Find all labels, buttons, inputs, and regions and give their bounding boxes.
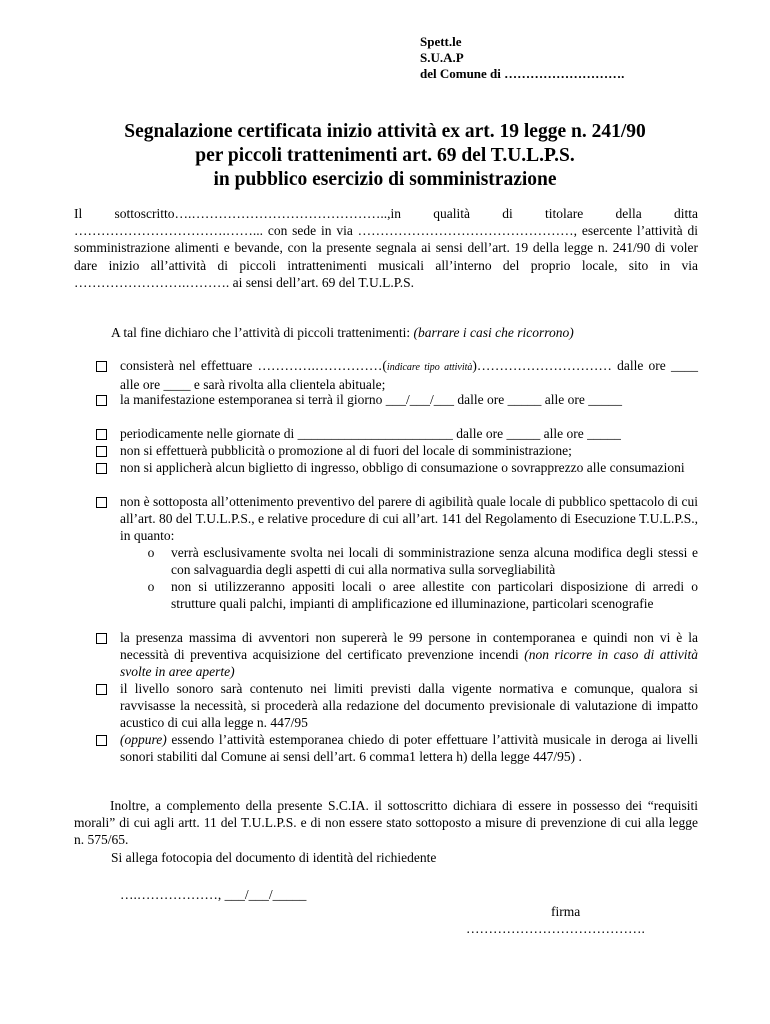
signature-line[interactable]: …………………………………. bbox=[466, 921, 645, 936]
date-place-field[interactable]: ….………………, ___/___/_____ bbox=[120, 887, 307, 902]
sub-bullet-item bbox=[145, 579, 698, 613]
circle-bullet-icon: o bbox=[147, 579, 155, 594]
declaration-text bbox=[120, 358, 698, 394]
item-text: )………………………… dalle ore ____ alle ore ____ e sarà rivolta alla clientela abituale; bbox=[120, 358, 698, 392]
item-text: consisterà nel effettuare ………….……………( bbox=[120, 358, 387, 373]
checkbox-icon[interactable] bbox=[96, 361, 107, 372]
circle-bullet-icon: o bbox=[147, 545, 155, 560]
recipient-line: Spett.le bbox=[420, 34, 462, 49]
sub-bullet-item bbox=[145, 545, 698, 579]
purpose-line bbox=[111, 324, 711, 341]
checkbox-icon[interactable] bbox=[96, 429, 107, 440]
recipient-line: S.U.A.P bbox=[420, 50, 464, 65]
recipient-line: del Comune di ………………………. bbox=[420, 66, 625, 81]
recipient-address bbox=[420, 34, 624, 82]
checkbox-icon[interactable] bbox=[96, 463, 107, 474]
attachment-note: Si allega fotocopia del documento di identità del richiedente bbox=[111, 850, 437, 865]
declaration-item bbox=[96, 460, 698, 477]
document-title bbox=[60, 120, 710, 192]
closing-text: Inoltre, a complemento della presente S.C.IA. il sottoscritto dichiara di essere in possesso dei “requisiti morali” di cui agli artt. 11 del T.U.L.P.S. e di non essere stato sottoposto a misure di prevenzione di cui alla legge n. 575/65. bbox=[74, 798, 698, 848]
sub-bullet-text: verrà esclusivamente svolta nei locali di somministrazione senza alcuna modifica degli stessi e con salvaguardia degli aspetti di cui alla normativa sulla sorvegliabilità bbox=[171, 545, 698, 577]
closing-paragraph bbox=[74, 797, 698, 849]
item-hint: indicare tipo attività bbox=[386, 362, 473, 373]
checkbox-icon[interactable] bbox=[96, 497, 107, 508]
declaration-item bbox=[96, 358, 698, 394]
sub-bullet-text: non si utilizzeranno appositi locali o aree allestite con particolari disposizione di arredi o strutture quali palchi, impianti di amplificazione ed illuminazione, particolari scenografie bbox=[171, 579, 698, 611]
checkbox-icon[interactable] bbox=[96, 684, 107, 695]
checkbox-icon[interactable] bbox=[96, 735, 107, 746]
declaration-item bbox=[96, 392, 698, 409]
declaration-item bbox=[96, 494, 698, 544]
declaration-text bbox=[120, 732, 698, 766]
declaration-text: la manifestazione estemporanea si terrà il giorno ___/___/___ dalle ore _____ alle ore _____ bbox=[120, 392, 622, 407]
declaration-text: non si applicherà alcun biglietto di ingresso, obbligo di consumazione o sovrapprezzo alle consumazioni bbox=[120, 460, 685, 475]
declaration-text: il livello sonoro sarà contenuto nei limiti previsti dalla vigente normativa e comunque, qualora si ravvisasse la necessità, si procederà alla redazione del documento previsionale di valutazione di impatto acustico di cui alla legge n. 447/95 bbox=[120, 681, 698, 730]
signature-label: firma bbox=[551, 904, 581, 919]
item-note: (non ricorre in caso di attività svolte in aree aperte) bbox=[120, 646, 699, 679]
item-text: la presenza massima di avventori non supererà le 99 persone in contemporanea e quindi non vi è la necessità di preventiva acquisizione del certificato prevenzione incendi bbox=[120, 630, 698, 662]
declaration-text bbox=[120, 630, 698, 680]
declaration-text: periodicamente nelle giornate di _______________________ dalle ore _____ alle ore _____ bbox=[120, 426, 621, 441]
title-line: Segnalazione certificata inizio attività ex art. 19 legge n. 241/90 bbox=[124, 121, 646, 142]
title-line: in pubblico esercizio di somministrazione bbox=[213, 169, 557, 190]
checkbox-icon[interactable] bbox=[96, 395, 107, 406]
title-line: per piccoli trattenimenti art. 69 del T.U.L.P.S. bbox=[195, 145, 575, 166]
checkbox-icon[interactable] bbox=[96, 633, 107, 644]
declaration-text: non si effettuerà pubblicità o promozione al di fuori del locale di somministrazione; bbox=[120, 443, 572, 458]
purpose-note: (barrare i casi che ricorrono) bbox=[413, 325, 574, 340]
intro-paragraph: Il sottoscritto….……………………………………..,in qualità di titolare della ditta …………………………….……... con sede in via …………………………………………, esercente l’attività di somministrazione alimenti e bevande, con la presente segnala ai sensi dell’art. 19 della legge n. 241/90 di voler dare inizio all’attività di piccoli intrattenimenti musicali all’interno del proprio locale, sito in via …………………….………. ai sensi dell’art. 69 del T.U.L.P.S. bbox=[74, 206, 698, 290]
purpose-lead: A tal fine dichiaro che l’attività di piccoli trattenimenti: bbox=[111, 325, 414, 340]
checkbox-icon[interactable] bbox=[96, 446, 107, 457]
declaration-text: non è sottoposta all’ottenimento preventivo del parere di agibilità quale locale di pubblico spettacolo di cui all’art. 80 del T.U.L.P.S., e relative procedure di cui all’art. 141 del Regolamento di Esecuzione T.U.L.P.S., in quanto: bbox=[120, 494, 698, 543]
declaration-item bbox=[96, 443, 698, 460]
declaration-item bbox=[96, 426, 698, 443]
declaration-item bbox=[96, 630, 698, 680]
item-text: essendo l’attività estemporanea chiedo di poter effettuare l’attività musicale in deroga ai livelli sonori stabiliti dal Comune ai sensi dell’art. 6 comma1 lettera h) della legge 447/95) . bbox=[120, 732, 698, 764]
declaration-item bbox=[96, 732, 698, 766]
item-note: (oppure) bbox=[120, 732, 167, 747]
declaration-item bbox=[96, 681, 698, 731]
